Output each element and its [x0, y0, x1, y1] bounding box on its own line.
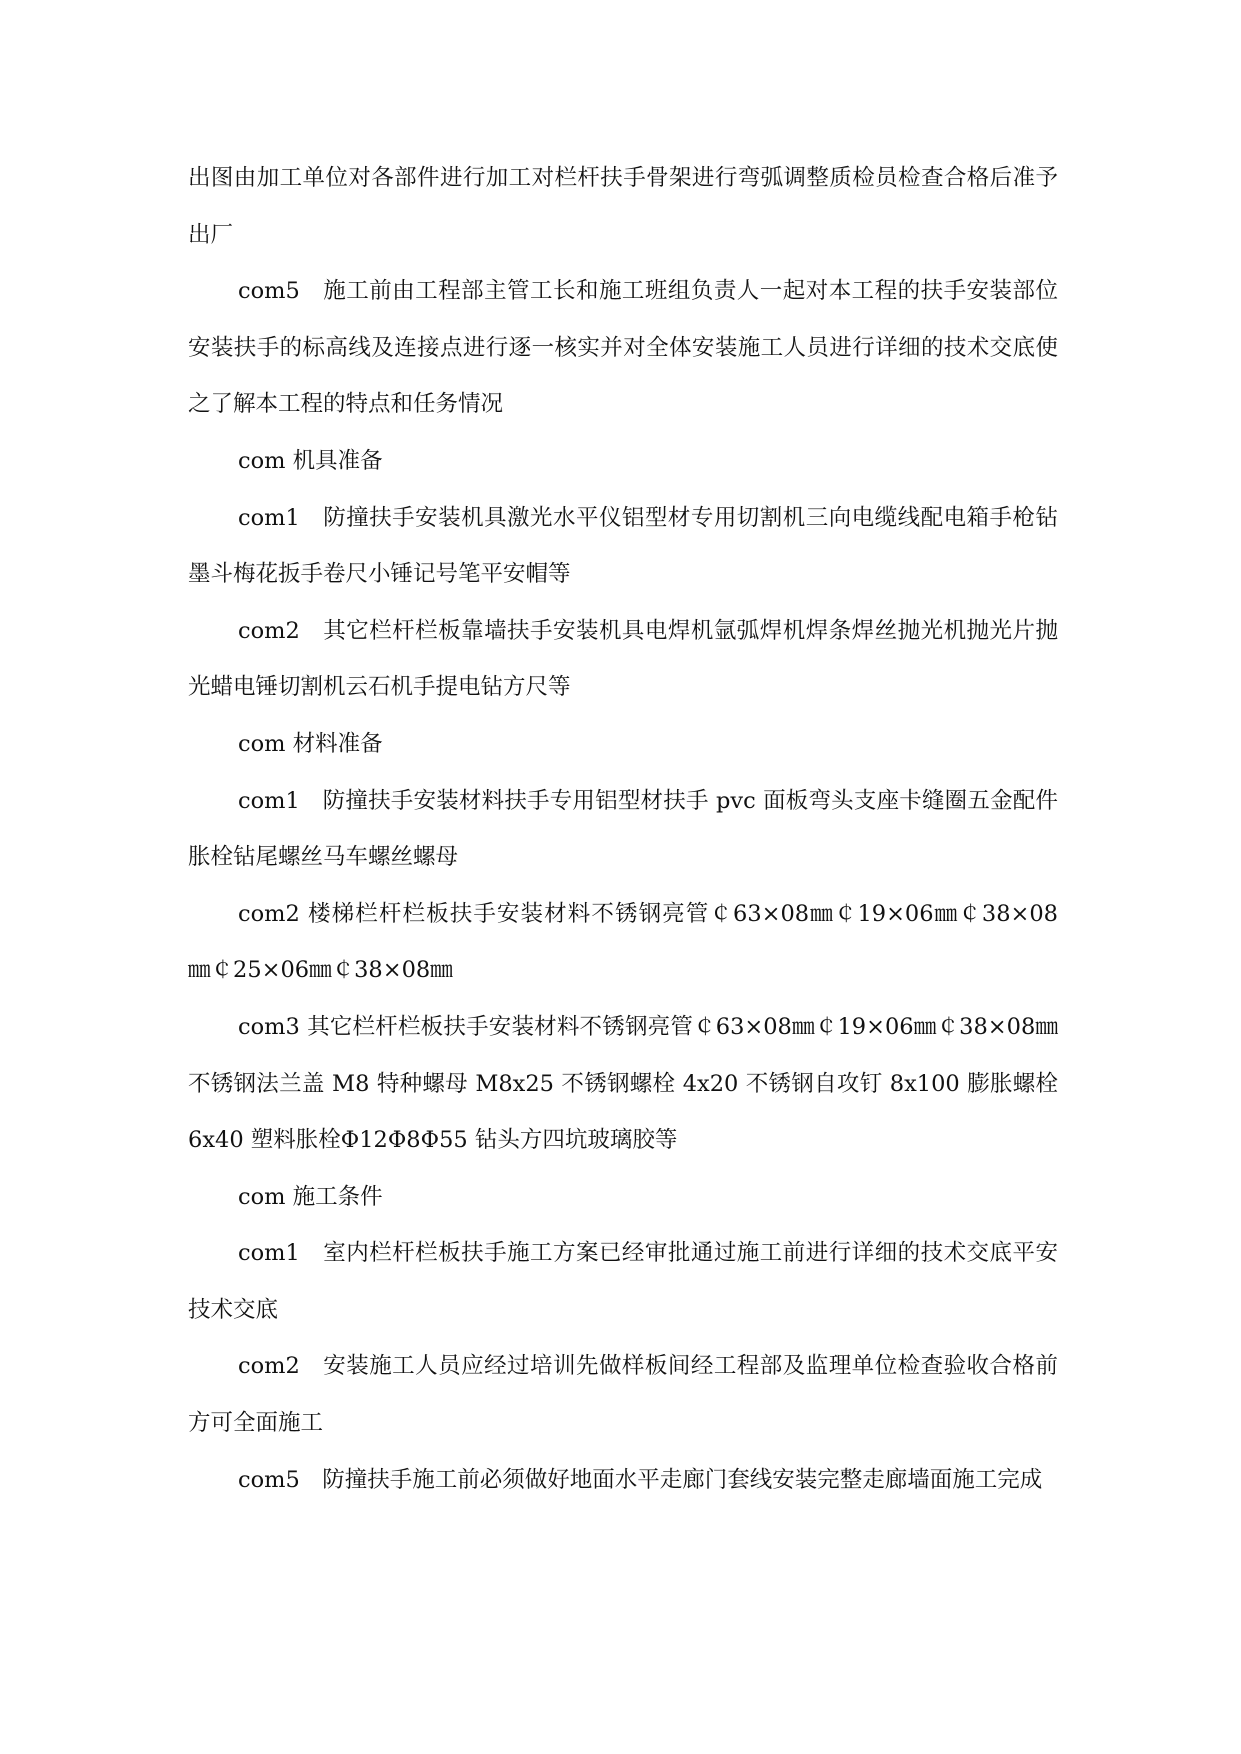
paragraph-com3-other-materials: com3 其它栏杆栏板扶手安装材料不锈钢亮管￠63×08㎜￠19×06㎜￠38×08㎜ 不锈钢法兰盖 M8 特种螺母 M8x25 不锈钢螺栓 4x20 不锈钢自攻钉 8x100 膨胀螺栓 6x40 塑料胀栓Φ12Φ8Φ55 钻头方四坑玻璃胶等: [188, 1013, 1058, 1154]
paragraph-com2-stair-materials: com2 楼梯栏杆栏板扶手安装材料不锈钢亮管￠63×08㎜￠19×06㎜￠38×08㎜￠25×06㎜￠38×08㎜: [188, 900, 1058, 984]
paragraph-com5-technical-briefing: com5 施工前由工程部主管工长和施工班组负责人一起对本工程的扶手安装部位安装扶手的标高线及连接点进行逐一核实并对全体安装施工人员进行详细的技术交底使之了解本工程的特点和任务情况: [188, 278, 1058, 418]
paragraph-com2-other-tools: com2 其它栏杆栏板靠墙扶手安装机具电焊机氩弧焊机焊条焊丝抛光机抛光片抛光蜡电锤切割机云石机手提电钻方尺等: [188, 617, 1058, 701]
paragraph-com5-preconditions: com5 防撞扶手施工前必须做好地面水平走廊门套线安装完整走廊墙面施工完成: [238, 1466, 1043, 1493]
paragraph-com1-plan-approved: com1 室内栏杆栏板扶手施工方案已经审批通过施工前进行详细的技术交底平安技术交底: [188, 1240, 1058, 1323]
paragraph-com1-handrail-tools: com1 防撞扶手安装机具激光水平仪铝型材专用切割机三向电缆线配电箱手枪钻墨斗梅花扳手卷尺小锤记号笔平安帽等: [188, 504, 1058, 588]
paragraph-com1-handrail-materials: com1 防撞扶手安装材料扶手专用铝型材扶手 pvc 面板弯头支座卡缝圈五金配件胀栓钻尾螺丝马车螺丝螺母: [188, 787, 1058, 871]
document-body: [188, 150, 1058, 1508]
heading-equipment-preparation: com 机具准备: [238, 447, 383, 474]
paragraph-fabrication: 出图由加工单位对各部件进行加工对栏杆扶手骨架进行弯弧调整质检员检查合格后准予出厂: [188, 165, 1058, 248]
heading-material-preparation: com 材料准备: [238, 730, 383, 757]
heading-construction-conditions: com 施工条件: [238, 1183, 383, 1210]
paragraph-com2-training: com2 安装施工人员应经过培训先做样板间经工程部及监理单位检查验收合格前方可全面施工: [188, 1353, 1058, 1437]
